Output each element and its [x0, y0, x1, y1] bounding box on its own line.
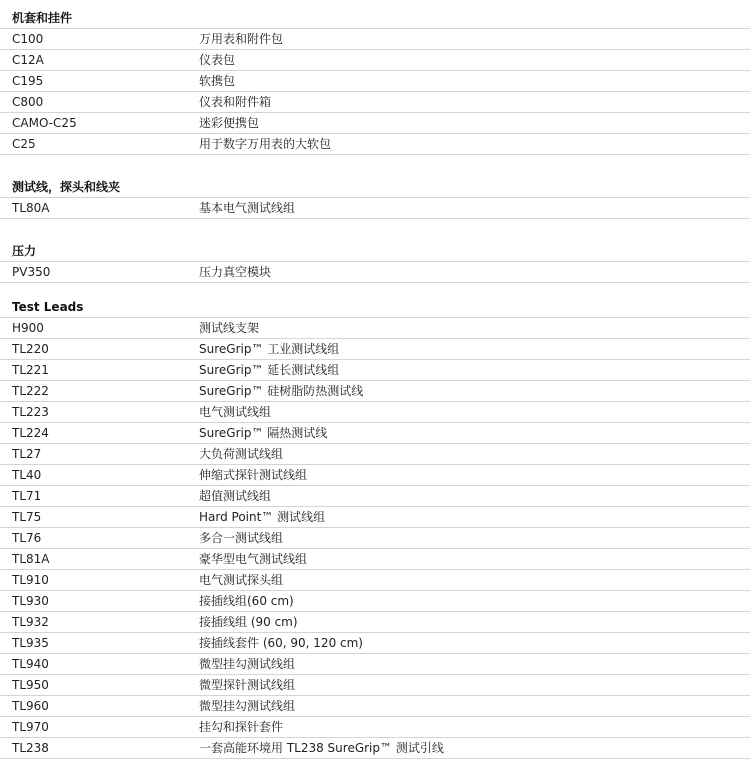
table-row — [0, 134, 750, 155]
model-number: TL222 — [12, 384, 49, 398]
model-description: 一套高能环境用 TL238 SureGrip™ 测试引线 — [199, 741, 444, 755]
table-row — [0, 339, 750, 360]
model-description: 迷彩便携包 — [199, 116, 260, 130]
table-row — [0, 360, 750, 381]
model-number: TL221 — [12, 363, 49, 377]
model-number: TL223 — [12, 405, 49, 419]
table-row — [0, 654, 750, 675]
table-row — [0, 486, 750, 507]
model-number: PV350 — [12, 265, 51, 279]
model-description: 接插线组(60 cm) — [199, 594, 294, 608]
model-number: TL932 — [12, 615, 49, 629]
model-number: TL76 — [12, 531, 42, 545]
table-row — [0, 50, 750, 71]
model-number: C100 — [12, 32, 44, 46]
table-row — [0, 318, 750, 339]
model-description: 压力真空模块 — [199, 265, 272, 279]
table-row — [0, 29, 750, 50]
table-row — [0, 507, 750, 528]
model-description: SureGrip™ 工业测试线组 — [199, 342, 340, 356]
model-description: 伸缩式探针测试线组 — [199, 468, 308, 482]
model-description: SureGrip™ 延长测试线组 — [199, 363, 340, 377]
model-number: TL40 — [12, 468, 42, 482]
table-row — [0, 71, 750, 92]
model-description: 万用表和附件包 — [199, 32, 284, 46]
model-description: 软携包 — [199, 74, 236, 88]
model-description: 接插线套件 (60, 90, 120 cm) — [199, 636, 363, 650]
section-heading-test-leads-probes-clips: 测试线，探头和线夹 — [0, 177, 750, 198]
table-row — [0, 675, 750, 696]
model-description: 挂勾和探针套件 — [199, 720, 284, 734]
model-description: 超值测试线组 — [199, 489, 272, 503]
table-row — [0, 423, 750, 444]
model-description: 用于数字万用表的大软包 — [199, 137, 332, 151]
table-row — [0, 612, 750, 633]
model-number: TL224 — [12, 426, 49, 440]
model-number: TL27 — [12, 447, 42, 461]
model-number: TL81A — [12, 552, 50, 566]
model-number: TL220 — [12, 342, 49, 356]
model-description: 电气测试探头组 — [199, 573, 284, 587]
table-row — [0, 402, 750, 423]
model-number: H900 — [12, 321, 44, 335]
model-description: SureGrip™ 隔热测试线 — [199, 426, 328, 440]
model-number: CAMO-C25 — [12, 116, 77, 130]
model-description: Hard Point™ 测试线组 — [199, 510, 326, 524]
model-description: 豪华型电气测试线组 — [199, 552, 308, 566]
model-description: 电气测试线组 — [199, 405, 272, 419]
model-description: 接插线组 (90 cm) — [199, 615, 298, 629]
table-row — [0, 633, 750, 654]
section-heading-cases: 机套和挂件 — [0, 8, 750, 29]
model-description: 大负荷测试线组 — [199, 447, 284, 461]
model-description: 仪表包 — [199, 53, 236, 67]
model-description: 微型探针测试线组 — [199, 678, 296, 692]
model-number: C12A — [12, 53, 44, 67]
model-number: TL71 — [12, 489, 42, 503]
table-row — [0, 113, 750, 134]
model-number: TL935 — [12, 636, 49, 650]
model-number: TL910 — [12, 573, 49, 587]
section-heading-pressure: 压力 — [0, 241, 750, 262]
table-row — [0, 591, 750, 612]
table-row — [0, 262, 750, 283]
section-spacer — [0, 219, 750, 241]
table-row — [0, 570, 750, 591]
model-description: 微型挂勾测试线组 — [199, 699, 296, 713]
table-row — [0, 198, 750, 219]
model-number: TL970 — [12, 720, 49, 734]
section-heading-test-leads: Test Leads — [0, 297, 750, 318]
table-row — [0, 549, 750, 570]
model-number: C195 — [12, 74, 44, 88]
table-row — [0, 696, 750, 717]
table-row — [0, 381, 750, 402]
model-number: TL940 — [12, 657, 49, 671]
model-number: C25 — [12, 137, 36, 151]
model-number: TL80A — [12, 201, 50, 215]
model-number: C800 — [12, 95, 44, 109]
table-row — [0, 92, 750, 113]
model-description: 测试线支架 — [199, 321, 260, 335]
table-row — [0, 528, 750, 549]
table-row — [0, 717, 750, 738]
section-spacer — [0, 155, 750, 177]
table-row — [0, 738, 750, 759]
model-number: TL75 — [12, 510, 42, 524]
model-number: TL950 — [12, 678, 49, 692]
table-row — [0, 444, 750, 465]
section-spacer — [0, 283, 750, 297]
model-number: TL960 — [12, 699, 49, 713]
model-description: 多合一测试线组 — [199, 531, 284, 545]
model-description: 基本电气测试线组 — [199, 201, 296, 215]
table-row — [0, 465, 750, 486]
model-description: 仪表和附件箱 — [199, 95, 272, 109]
model-description: SureGrip™ 硅树脂防热测试线 — [199, 384, 364, 398]
model-number: TL238 — [12, 741, 49, 755]
model-description: 微型挂勾测试线组 — [199, 657, 296, 671]
model-number: TL930 — [12, 594, 49, 608]
